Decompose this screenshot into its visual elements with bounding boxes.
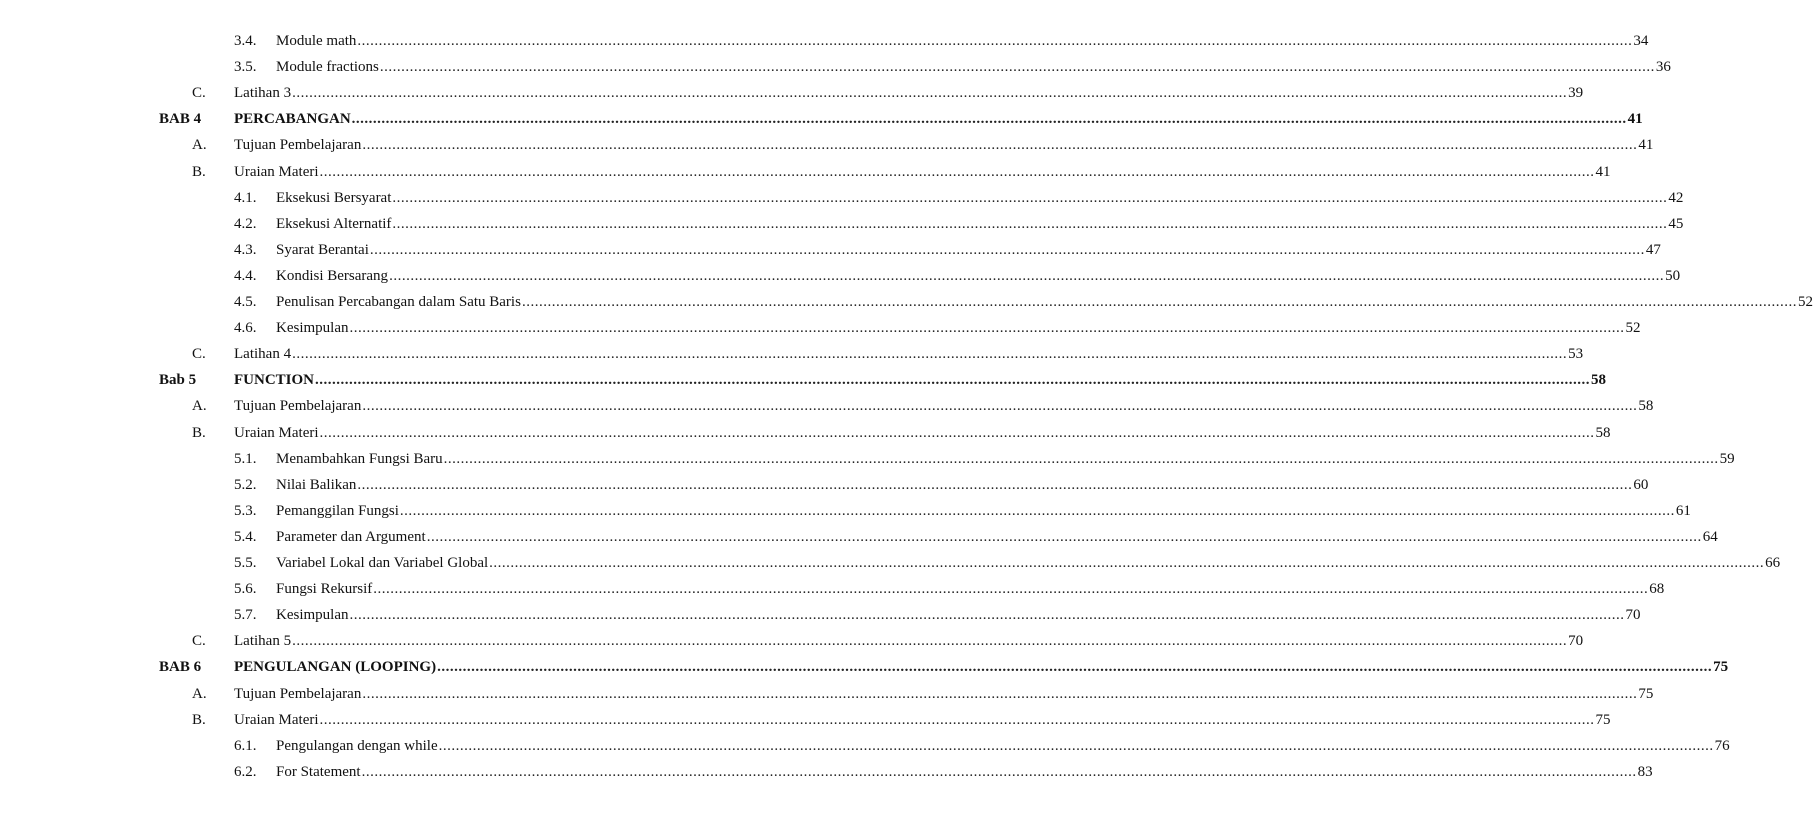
entry-title: Eksekusi Bersyarat <box>276 189 392 206</box>
page-number: 45 <box>1668 215 1684 232</box>
dot-leader: ............................................................................................................................................................................................................................................................................................................ <box>292 633 1568 650</box>
section-letter: A. <box>192 685 207 702</box>
toc-entry-line <box>234 423 1611 443</box>
toc-entry-line <box>234 684 1654 704</box>
dot-leader: ............................................................................................................................................................................................................................................................................................................ <box>315 372 1591 389</box>
toc-entry-line <box>234 657 1729 677</box>
chapter-label: BAB 6 <box>159 659 202 676</box>
chapter-label: BAB 4 <box>159 111 202 128</box>
subsection-number: 4.1. <box>234 189 257 206</box>
page-number: 41 <box>1595 163 1611 180</box>
entry-title: Penulisan Percabangan dalam Satu Baris <box>276 294 521 310</box>
page-number: 75 <box>1713 659 1729 676</box>
dot-leader: ............................................................................................................................................................................................................................................................................................................ <box>351 111 1627 128</box>
page-number: 60 <box>1633 476 1649 493</box>
toc-entry[interactable] <box>0 423 1611 443</box>
section-letter: B. <box>192 424 206 441</box>
toc-entry-line <box>234 162 1611 182</box>
page-number: 75 <box>1638 685 1654 702</box>
toc-entry[interactable] <box>0 657 1729 677</box>
dot-leader: ............................................................................................................................................................................................................................................................................................................ <box>319 163 1595 180</box>
toc-entry[interactable] <box>0 762 1653 782</box>
toc-entry-line <box>234 631 1584 651</box>
toc-entry[interactable] <box>0 710 1611 730</box>
page-number: 68 <box>1649 581 1665 598</box>
page-number: 59 <box>1719 450 1735 467</box>
section-letter: C. <box>192 346 206 363</box>
subsection-number: 5.6. <box>234 581 257 598</box>
dot-leader: ............................................................................................................................................................................................................................................................................................................ <box>361 763 1637 780</box>
dot-leader: ............................................................................................................................................................................................................................................................................................................ <box>362 398 1638 415</box>
subsection-number: 5.7. <box>234 607 257 624</box>
section-letter: C. <box>192 633 206 650</box>
entry-title: Uraian Materi <box>234 711 319 728</box>
page-number: 58 <box>1591 372 1607 389</box>
page-number: 39 <box>1568 85 1584 102</box>
toc-entry[interactable] <box>0 57 1671 77</box>
toc-entry-line <box>276 266 1681 286</box>
page-number: 52 <box>1797 294 1813 310</box>
toc-entry[interactable] <box>0 31 1649 51</box>
toc-entry[interactable] <box>0 214 1684 234</box>
subsection-number: 4.2. <box>234 215 257 232</box>
dot-leader: ............................................................................................................................................................................................................................................................................................................ <box>362 685 1638 702</box>
toc-entry[interactable] <box>0 344 1584 364</box>
toc-entry-line <box>276 736 1730 756</box>
entry-title: Uraian Materi <box>234 424 319 441</box>
toc-entry[interactable] <box>0 605 1641 625</box>
dot-leader: ............................................................................................................................................................................................................................................................................................................ <box>319 711 1595 728</box>
entry-title: Menambahkan Fungsi Baru <box>276 450 443 467</box>
section-letter: B. <box>192 711 206 728</box>
toc-entry-line <box>234 109 1643 129</box>
dot-leader: ............................................................................................................................................................................................................................................................................................................ <box>292 85 1568 102</box>
toc-entry[interactable] <box>0 553 1781 573</box>
page-number: 50 <box>1665 267 1681 284</box>
page-number: 83 <box>1637 763 1653 780</box>
dot-leader: ............................................................................................................................................................................................................................................................................................................ <box>389 267 1665 284</box>
toc-entry[interactable] <box>0 83 1584 103</box>
dot-leader: ............................................................................................................................................................................................................................................................................................................ <box>369 241 1645 258</box>
toc-entry-line <box>276 605 1641 625</box>
dot-leader: ............................................................................................................................................................................................................................................................................................................ <box>357 476 1633 493</box>
dot-leader: ............................................................................................................................................................................................................................................................................................................ <box>373 581 1649 598</box>
entry-title: Latihan 3 <box>234 85 292 102</box>
page-number: 42 <box>1668 189 1684 206</box>
toc-entry[interactable] <box>0 736 1730 756</box>
page-number: 41 <box>1638 137 1654 154</box>
toc-entry[interactable] <box>0 396 1654 416</box>
subsection-number: 5.2. <box>234 476 257 493</box>
entry-title: Uraian Materi <box>234 163 319 180</box>
dot-leader: ............................................................................................................................................................................................................................................................................................................ <box>399 502 1675 519</box>
page-number: 70 <box>1625 607 1641 624</box>
section-letter: B. <box>192 163 206 180</box>
entry-title: Tujuan Pembelajaran <box>234 137 362 154</box>
toc-entry[interactable] <box>0 240 1661 260</box>
entry-title: Tujuan Pembelajaran <box>234 685 362 702</box>
dot-leader: ............................................................................................................................................................................................................................................................................................................ <box>379 59 1655 76</box>
toc-entry[interactable] <box>0 109 1643 129</box>
toc-entry[interactable] <box>0 527 1718 547</box>
subsection-number: 4.3. <box>234 241 257 258</box>
toc-entry[interactable] <box>0 266 1681 286</box>
entry-title: Parameter dan Argument <box>276 528 426 545</box>
toc-entry-line <box>276 579 1665 599</box>
toc-entry-line <box>276 292 1813 312</box>
entry-title: Syarat Berantai <box>276 241 369 258</box>
toc-entry[interactable] <box>0 318 1641 338</box>
page-number: 66 <box>1765 555 1781 571</box>
dot-leader: ............................................................................................................................................................................................................................................................................................................ <box>349 607 1625 624</box>
toc-entry[interactable] <box>0 579 1665 599</box>
subsection-number: 5.1. <box>234 450 257 467</box>
subsection-number: 3.5. <box>234 59 257 76</box>
page-number: 41 <box>1627 111 1643 128</box>
toc-entry-line <box>234 710 1611 730</box>
toc-entry[interactable] <box>0 631 1584 651</box>
subsection-number: 4.5. <box>234 294 257 310</box>
toc-entry-line <box>276 501 1691 521</box>
entry-title: For Statement <box>276 763 361 780</box>
dot-leader: ............................................................................................................................................................................................................................................................................................................ <box>357 33 1633 49</box>
dot-leader: ............................................................................................................................................................................................................................................................................................................ <box>292 346 1568 363</box>
entry-title: Fungsi Rekursif <box>276 581 373 598</box>
toc-entry-line <box>276 188 1684 208</box>
entry-title: Kondisi Bersarang <box>276 267 389 284</box>
page-number: 34 <box>1633 33 1649 49</box>
toc-entry-line <box>276 31 1649 51</box>
toc-entry-line <box>276 57 1671 77</box>
page-number: 58 <box>1638 398 1654 415</box>
subsection-number: 3.4. <box>234 33 257 49</box>
section-letter: C. <box>192 85 206 102</box>
entry-title: Latihan 4 <box>234 346 292 363</box>
toc-entry[interactable] <box>0 188 1684 208</box>
subsection-number: 4.6. <box>234 320 257 337</box>
toc-entry-line <box>276 475 1649 495</box>
dot-leader: ............................................................................................................................................................................................................................................................................................................ <box>392 189 1668 206</box>
page-number: 36 <box>1655 59 1671 76</box>
page-number: 75 <box>1595 711 1611 728</box>
toc-entry-line <box>234 135 1654 155</box>
entry-title: Module fractions <box>276 59 379 76</box>
entry-title: Variabel Lokal dan Variabel Global <box>276 555 489 571</box>
entry-title: FUNCTION <box>234 372 315 389</box>
entry-title: Latihan 5 <box>234 633 292 650</box>
toc-entry[interactable] <box>0 501 1691 521</box>
entry-title: PENGULANGAN (LOOPING) <box>234 659 437 676</box>
toc-entry[interactable] <box>0 292 1813 312</box>
page-number: 58 <box>1595 424 1611 441</box>
toc-entry-line <box>276 553 1781 573</box>
subsection-number: 5.3. <box>234 502 257 519</box>
dot-leader: ............................................................................................................................................................................................................................................................................................................ <box>437 659 1713 676</box>
subsection-number: 6.1. <box>234 737 257 754</box>
subsection-number: 6.2. <box>234 763 257 780</box>
subsection-number: 5.4. <box>234 528 257 545</box>
entry-title: Eksekusi Alternatif <box>276 215 392 232</box>
page-number: 70 <box>1568 633 1584 650</box>
dot-leader: ............................................................................................................................................................................................................................................................................................................ <box>392 215 1668 232</box>
dot-leader: ............................................................................................................................................................................................................................................................................................................ <box>443 450 1719 467</box>
toc-entry[interactable] <box>0 370 1607 390</box>
dot-leader: ............................................................................................................................................................................................................................................................................................................ <box>319 424 1595 441</box>
dot-leader: ............................................................................................................................................................................................................................................................................................................ <box>438 737 1714 754</box>
dot-leader: ............................................................................................................................................................................................................................................................................................................ <box>362 137 1638 154</box>
toc-entry-line <box>234 396 1654 416</box>
toc-entry-line <box>276 318 1641 338</box>
entry-title: Kesimpulan <box>276 607 349 624</box>
toc-entry-line <box>234 83 1584 103</box>
dot-leader: ............................................................................................................................................................................................................................................................................................................ <box>349 320 1625 337</box>
toc-entry-line <box>234 370 1607 390</box>
toc-entry[interactable] <box>0 135 1654 155</box>
entry-title: Tujuan Pembelajaran <box>234 398 362 415</box>
dot-leader: ............................................................................................................................................................................................................................................................................................................ <box>521 294 1797 310</box>
page-number: 64 <box>1702 528 1718 545</box>
page-number: 53 <box>1568 346 1584 363</box>
toc-entry-line <box>276 762 1653 782</box>
toc-entry[interactable] <box>0 475 1649 495</box>
toc-entry-line <box>234 344 1584 364</box>
chapter-label: Bab 5 <box>159 372 197 389</box>
dot-leader: ............................................................................................................................................................................................................................................................................................................ <box>426 528 1702 545</box>
page-number: 47 <box>1645 241 1661 258</box>
page-number: 52 <box>1625 320 1641 337</box>
toc-entry-line <box>276 240 1661 260</box>
subsection-number: 4.4. <box>234 267 257 284</box>
entry-title: Pengulangan dengan while <box>276 737 438 754</box>
entry-title: PERCABANGAN <box>234 111 351 128</box>
entry-title: Module math <box>276 33 357 49</box>
toc-entry-line <box>276 527 1718 547</box>
page-number: 76 <box>1714 737 1730 754</box>
section-letter: A. <box>192 398 207 415</box>
toc-entry-line <box>276 214 1684 234</box>
entry-title: Pemanggilan Fungsi <box>276 502 399 519</box>
page-number: 61 <box>1675 502 1691 519</box>
toc-entry[interactable] <box>0 684 1654 704</box>
toc-entry[interactable] <box>0 449 1735 469</box>
entry-title: Kesimpulan <box>276 320 349 337</box>
dot-leader: ............................................................................................................................................................................................................................................................................................................ <box>489 555 1765 571</box>
section-letter: A. <box>192 137 207 154</box>
toc-entry[interactable] <box>0 162 1611 182</box>
subsection-number: 5.5. <box>234 555 257 571</box>
entry-title: Nilai Balikan <box>276 476 357 493</box>
toc-entry-line <box>276 449 1735 469</box>
